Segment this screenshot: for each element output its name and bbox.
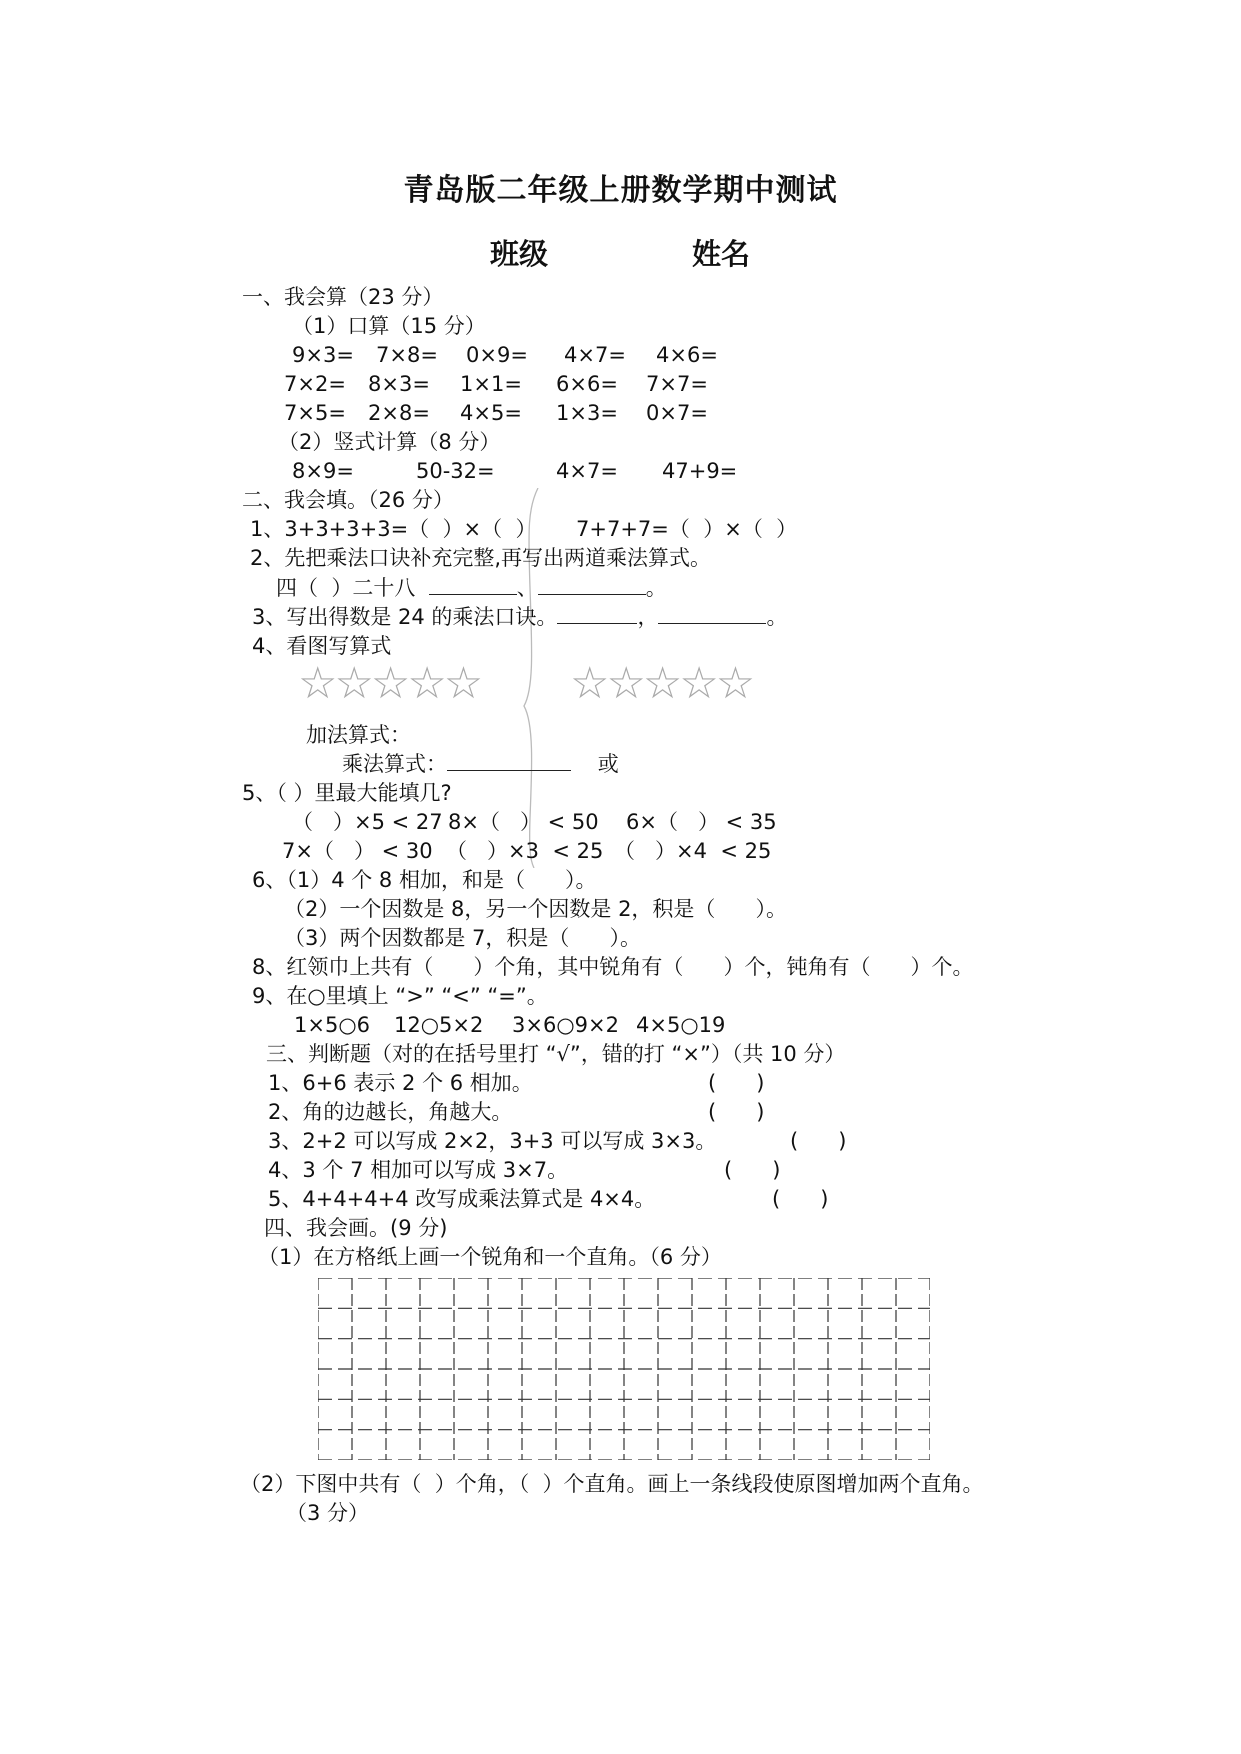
- mental-math-item: 7×2=: [284, 372, 346, 396]
- judge-paren[interactable]: ( ): [790, 1129, 847, 1153]
- q5-item: （ ）×4 < 25: [614, 839, 772, 863]
- q4: 4、看图写算式: [252, 634, 392, 658]
- mental-math-heading: （1）口算（15 分）: [292, 314, 486, 338]
- q3: 3、写出得数是 24 的乘法口诀。 ， 。: [252, 605, 788, 629]
- q2: 2、先把乘法口诀补充完整,再写出两道乘法算式。: [250, 546, 712, 570]
- q2-line: 四（ ）二十八 、 。: [276, 576, 667, 600]
- mental-math-item: 6×6=: [556, 372, 618, 396]
- vertical-calc-item: 47+9=: [662, 459, 738, 483]
- judge-item: 1、6+6 表示 2 个 6 相加。: [268, 1071, 533, 1095]
- vertical-calc-item: 50-32=: [416, 459, 495, 483]
- mental-math-item: 4×7=: [564, 343, 626, 367]
- q3-text: 3、写出得数是 24 的乘法口诀。: [252, 605, 558, 629]
- answer-blank[interactable]: [557, 605, 637, 624]
- judge-paren[interactable]: ( ): [724, 1158, 781, 1182]
- q5-item: 8×（ ） < 50: [448, 810, 599, 834]
- vertical-calc-heading: （2）竖式计算（8 分）: [278, 430, 501, 454]
- q5-item: 6×（ ） < 35: [626, 810, 777, 834]
- mental-math-item: 0×7=: [646, 401, 708, 425]
- judge-paren[interactable]: ( ): [708, 1071, 765, 1095]
- q9: 9、在○里填上 “>” “<” “=”。: [252, 984, 548, 1008]
- q6-1: 6、（1）4 个 8 相加，和是（ ）。: [252, 868, 597, 892]
- judge-item: 2、角的边越长，角越大。: [268, 1100, 513, 1124]
- mental-math-item: 7×5=: [284, 401, 346, 425]
- draw-part1: （1）在方格纸上画一个锐角和一个直角。（6 分）: [258, 1245, 722, 1269]
- vertical-calc-item: 4×7=: [556, 459, 618, 483]
- mul-line: [342, 751, 619, 777]
- q6-3: （3）两个因数都是 7，积是（ ）。: [284, 926, 641, 950]
- page-title: 青岛版二年级上册数学期中测试: [403, 173, 838, 208]
- mental-math-item: 7×8=: [376, 343, 438, 367]
- star-icon-group-left: ☆☆☆☆☆: [298, 658, 481, 709]
- q9-item: 3×6○9×2: [512, 1013, 619, 1037]
- judge-paren[interactable]: ( ): [772, 1187, 829, 1211]
- q5: 5、（ ）里最大能填几?: [242, 781, 452, 805]
- draw-part2: （2）下图中共有（ ）个角，（ ）个直角。画上一条线段使原图增加两个直角。: [240, 1472, 984, 1496]
- or-label: 或: [597, 752, 619, 776]
- answer-blank[interactable]: [447, 752, 571, 771]
- vertical-calc-item: 8×9=: [292, 459, 354, 483]
- star-icon-group-right: ☆☆☆☆☆: [570, 658, 753, 709]
- class-label: 班级: [490, 237, 549, 271]
- mental-math-item: 8×3=: [368, 372, 430, 396]
- q9-item: 1×5○6: [294, 1013, 371, 1037]
- section4-heading: 四、我会画。(9 分): [264, 1216, 448, 1240]
- q5-item: （ ）×5 < 27: [292, 810, 443, 834]
- judge-item: 4、3 个 7 相加可以写成 3×7。: [268, 1158, 569, 1182]
- q2-line-text: 四（ ）二十八: [276, 576, 416, 600]
- name-label: 姓名: [692, 237, 751, 271]
- judge-item: 5、4+4+4+4 改写成乘法算式是 4×4。: [268, 1187, 656, 1211]
- section1-heading: 一、我会算（23 分）: [242, 285, 444, 309]
- mental-math-item: 1×3=: [556, 401, 618, 425]
- q8: 8、红领巾上共有（ ）个角，其中锐角有（ ）个，钝角有（ ）个。: [252, 955, 974, 979]
- q1b: 7+7+7=（ ）×（ ）: [576, 517, 798, 541]
- mental-math-item: 2×8=: [368, 401, 430, 425]
- q1a: 1、3+3+3+3=（ ）×（ ）: [250, 517, 537, 541]
- judge-paren[interactable]: ( ): [708, 1100, 765, 1124]
- mental-math-item: 9×3=: [292, 343, 354, 367]
- section2-heading: 二、我会填。（26 分）: [242, 488, 454, 512]
- q6-2: （2）一个因数是 8，另一个因数是 2，积是（ ）。: [284, 897, 787, 921]
- add-label: 加法算式：: [306, 723, 411, 747]
- mental-math-item: 0×9=: [466, 343, 528, 367]
- mental-math-item: 4×6=: [656, 343, 718, 367]
- answer-blank[interactable]: [429, 576, 517, 595]
- judge-item: 3、2+2 可以写成 2×2，3+3 可以写成 3×3。: [268, 1129, 717, 1153]
- mental-math-item: 7×7=: [646, 372, 708, 396]
- answer-blank[interactable]: [538, 576, 646, 595]
- q5-item: （ ）×3 < 25: [446, 839, 604, 863]
- mental-math-item: 1×1=: [460, 372, 522, 396]
- q9-item: 12○5×2: [394, 1013, 484, 1037]
- draw-part2-score: （3 分）: [286, 1501, 370, 1525]
- mul-label: 乘法算式：: [342, 752, 447, 776]
- answer-blank[interactable]: [658, 605, 766, 624]
- square-grid-paper[interactable]: [318, 1278, 930, 1460]
- q5-item: 7×（ ） < 30: [282, 839, 433, 863]
- mental-math-item: 4×5=: [460, 401, 522, 425]
- q9-item: 4×5○19: [636, 1013, 726, 1037]
- section3-heading: 三、判断题（对的在括号里打 “√”，错的打 “×”）（共 10 分）: [266, 1042, 846, 1066]
